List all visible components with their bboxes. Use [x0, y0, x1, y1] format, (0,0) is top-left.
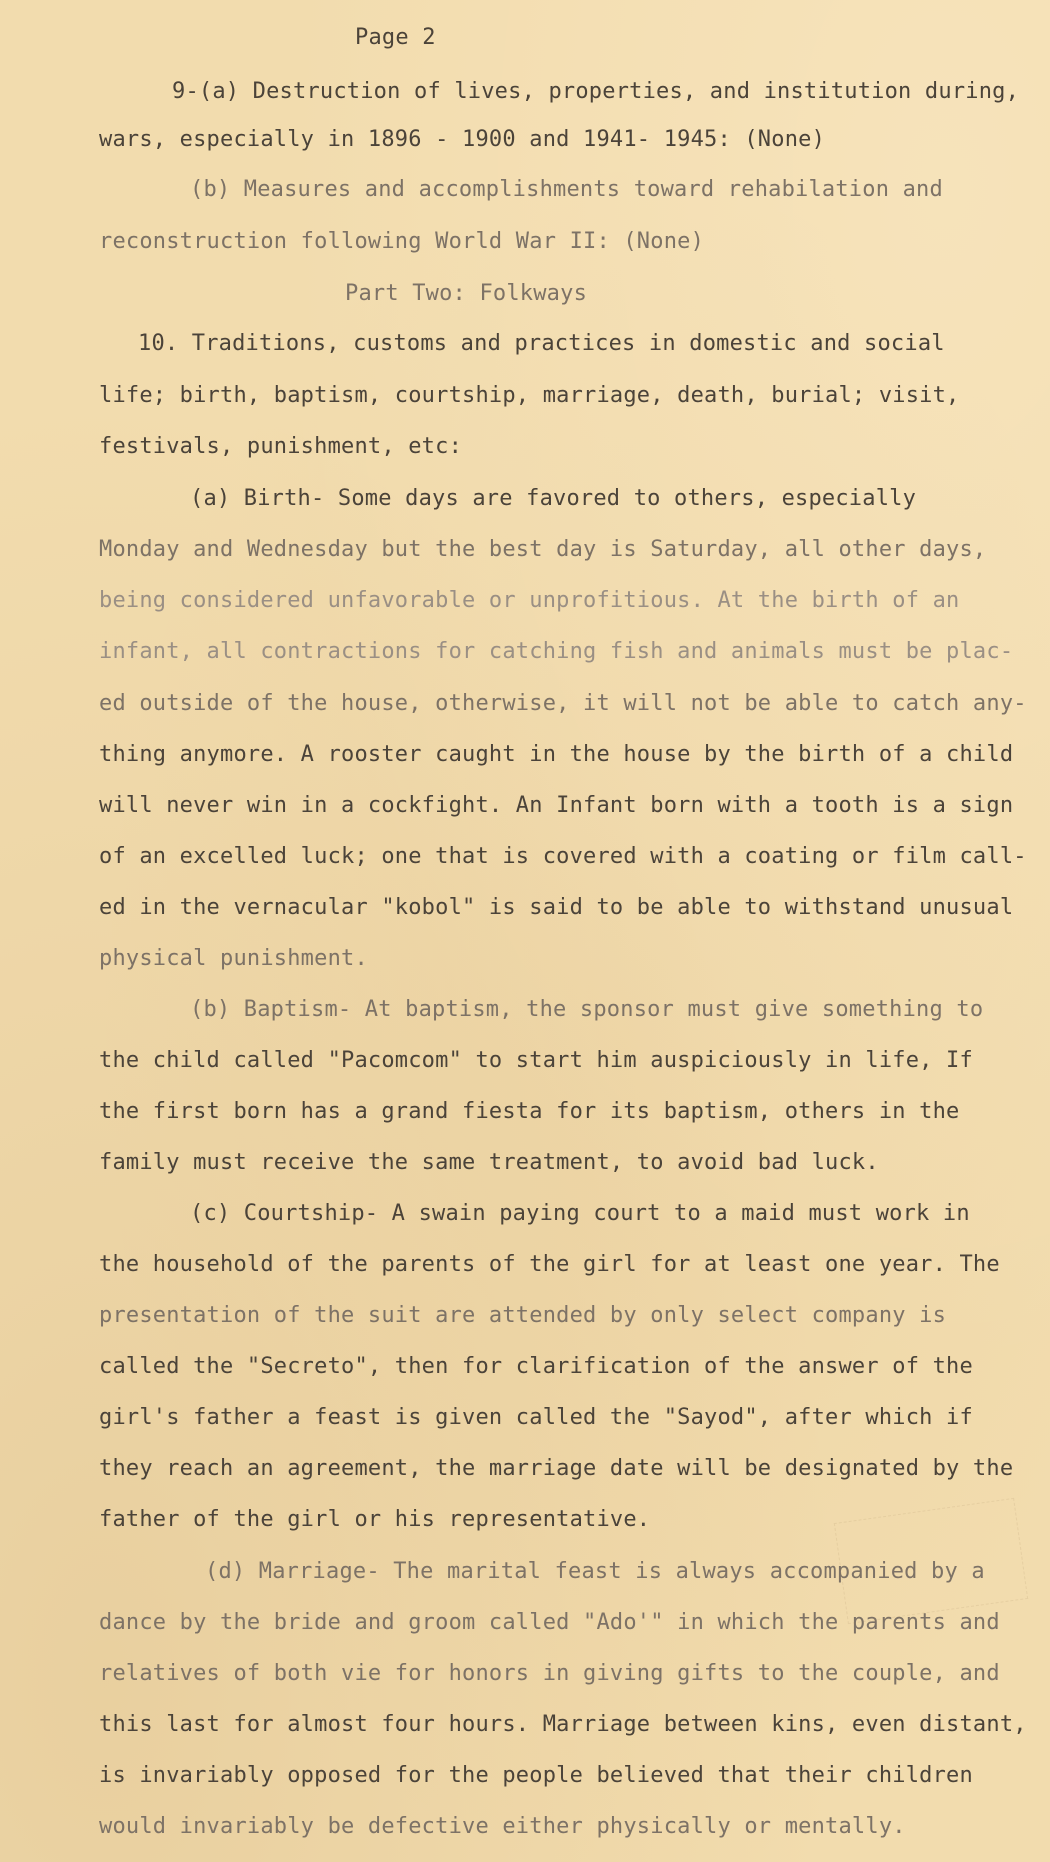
text-line-22: family must receive the same treatment, to avoid bad luck. [99, 1150, 879, 1175]
text-line-35: would invariably be defective either physically or mentally. [99, 1814, 906, 1839]
text-line-31: dance by the bride and groom called "Ado'" in which the parents and [99, 1610, 1000, 1635]
text-line-21: the first born has a grand fiesta for its baptism, others in the [99, 1099, 960, 1124]
text-line-3: (b) Measures and accomplishments toward rehabilation and [190, 177, 943, 202]
text-line-30: (d) Marriage- The marital feast is always accompanied by a [205, 1559, 985, 1584]
text-line-1: 9-(a) Destruction of lives, properties, and institution during, [172, 79, 1020, 104]
text-line-23: (c) Courtship- A swain paying court to a maid must work in [190, 1201, 970, 1226]
text-line-25: presentation of the suit are attended by only select company is [99, 1303, 947, 1328]
text-line-6: 10. Traditions, customs and practices in domestic and social [138, 331, 945, 356]
text-line-15: will never win in a cockfight. An Infant born with a tooth is a sign [99, 793, 1014, 818]
section-heading-part-two: Part Two: Folkways [345, 281, 588, 306]
text-line-34: is invariably opposed for the people believed that their children [99, 1763, 973, 1788]
text-line-33: this last for almost four hours. Marriage between kins, even distant, [99, 1712, 1027, 1737]
text-line-27: girl's father a feast is given called the "Sayod", after which if [99, 1405, 973, 1430]
text-line-26: called the "Secreto", then for clarification of the answer of the [99, 1354, 973, 1379]
text-line-11: being considered unfavorable or unprofitious. At the birth of an [99, 588, 960, 613]
text-line-14: thing anymore. A rooster caught in the house by the birth of a child [99, 742, 1014, 767]
text-line-19: (b) Baptism- At baptism, the sponsor must give something to [190, 997, 984, 1022]
text-line-24: the household of the parents of the girl for at least one year. The [99, 1252, 1000, 1277]
text-line-12: infant, all contractions for catching fish and animals must be plac- [99, 639, 1014, 664]
faint-stamp-mark [834, 1498, 1028, 1624]
text-line-29: father of the girl or his representative. [99, 1507, 651, 1532]
page-number: Page 2 [355, 25, 436, 50]
text-line-4: reconstruction following World War II: (None) [99, 229, 705, 254]
text-line-2: wars, especially in 1896 - 1900 and 1941- 1945: (None) [99, 127, 826, 152]
text-line-8: festivals, punishment, etc: [99, 434, 463, 459]
text-line-10: Monday and Wednesday but the best day is Saturday, all other days, [99, 537, 987, 562]
text-line-28: they reach an agreement, the marriage date will be designated by the [99, 1456, 1014, 1481]
text-line-9: (a) Birth- Some days are favored to others, especially [190, 486, 917, 511]
text-line-16: of an excelled luck; one that is covered with a coating or film call- [99, 844, 1027, 869]
text-line-32: relatives of both vie for honors in giving gifts to the couple, and [99, 1661, 1000, 1686]
text-line-17: ed in the vernacular "kobol" is said to be able to withstand unusual [99, 895, 1014, 920]
text-line-13: ed outside of the house, otherwise, it will not be able to catch any- [99, 691, 1027, 716]
text-line-18: physical punishment. [99, 946, 368, 971]
text-line-7: life; birth, baptism, courtship, marriage, death, burial; visit, [99, 383, 960, 408]
text-line-20: the child called "Pacomcom" to start him auspiciously in life, If [99, 1048, 973, 1073]
